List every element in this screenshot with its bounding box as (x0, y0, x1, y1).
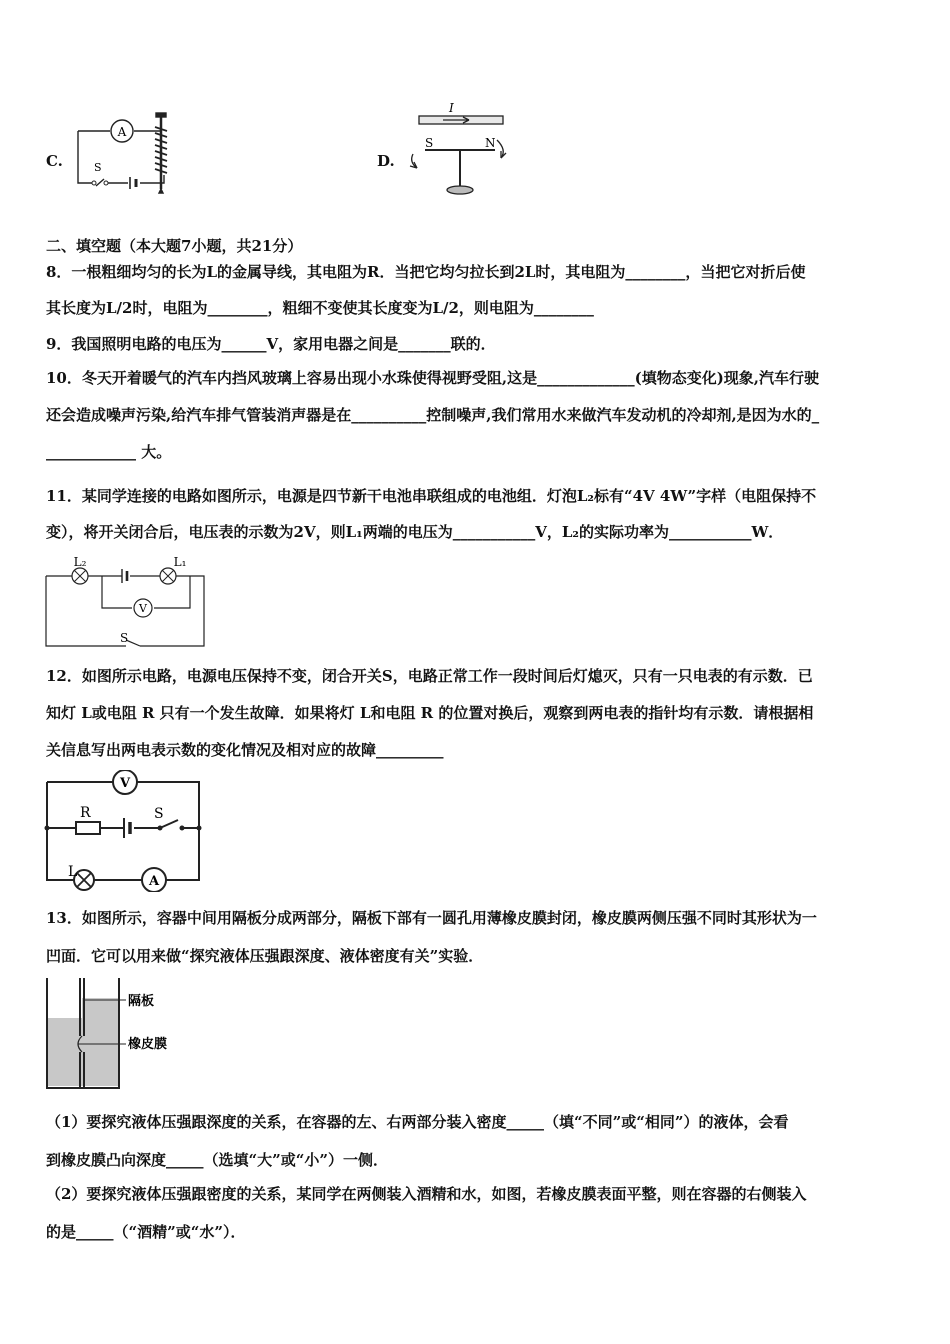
fig11-l2-label: L₂ (73, 556, 87, 569)
fig12-voltmeter-label: V (119, 776, 131, 791)
figure-12-circuit (42, 770, 204, 892)
option-c-label: C. (46, 152, 63, 170)
fig12-ammeter-label: A (148, 874, 160, 889)
fig13-partition-label: 隔板 (128, 994, 155, 1009)
q13-sub2-line1: （2）要探究液体压强跟密度的关系，某同学在两侧装入酒精和水，如图，若橡皮膜表面平整，则在容器的右侧装入 (46, 1185, 807, 1203)
q13-sub1-line2: 到橡皮膜凸向深度_____（选填“大”或“小”）一侧． (46, 1151, 389, 1169)
fig11-l1-label: L₁ (173, 556, 187, 569)
fig-c-ammeter-label: A (117, 125, 127, 139)
fig12-switch-label: S (154, 806, 164, 822)
fig-d-north-label: N (485, 136, 496, 150)
fig-d-current-label: I (449, 101, 454, 115)
q13-line2: 凹面．它可以用来做“探究液体压强跟深度、液体密度有关”实验． (46, 947, 484, 965)
figure-c-electromagnet (70, 105, 182, 197)
q13-sub1-line1: （1）要探究液体压强跟深度的关系，在容器的左、右两部分装入密度_____（填“不同”或“相同”）的液体，会看 (46, 1113, 789, 1131)
q12-line2: 知灯 L或电阻 R 只有一个发生故障．如果将灯 L和电阻 R 的位置对换后，观察到两电表的指针均有示数．请根据相 (46, 704, 814, 722)
section-2-heading: 二、填空题（本大题7小题，共21分） (46, 237, 303, 255)
fig13-membrane-label: 橡皮膜 (128, 1037, 168, 1052)
q11-line2: 变），将开关闭合后，电压表的示数为2V，则L₁两端的电压为___________V，L₂的实际功率为___________W． (46, 523, 784, 541)
q11-line1: 11．某同学连接的电路如图所示，电源是四节新干电池串联组成的电池组．灯泡L₂标有“4V 4W”字样（电阻保持不 (46, 487, 817, 505)
figure-11-circuit (40, 556, 212, 652)
q10-line3: ____________ 大。 (46, 443, 172, 461)
q9-line1: 9．我国照明电路的电压为______V，家用电器之间是_______联的． (46, 335, 496, 353)
figure-d-oersted (405, 100, 513, 204)
q10-line1: 10．冬天开着暖气的汽车内挡风玻璃上容易出现小水珠使得视野受阻,这是_____________(填物态变化)现象,汽车行驶 (46, 369, 820, 387)
fig-c-switch-label: S (94, 161, 102, 174)
fig11-switch-label: S (120, 631, 129, 645)
q8-line2: 其长度为L/2时，电阻为________，粗细不变使其长度变为L/2，则电阻为________ (46, 299, 594, 317)
q10-line2: 还会造成噪声污染,给汽车排气管装消声器是在__________控制噪声,我们常用水来做汽车发动机的冷却剂,是因为水的_ (46, 406, 820, 424)
q12-line3: 关信息写出两电表示数的变化情况及相对应的故障_________ (46, 741, 444, 759)
fig12-lamp-label: L (68, 864, 78, 880)
q8-line1: 8．一根粗细均匀的长为L的金属导线，其电阻为R．当把它均匀拉长到2L时，其电阻为________，当把它对折后使 (46, 263, 806, 281)
fig12-resistor-label: R (80, 805, 91, 821)
q13-sub2-line2: 的是_____（“酒精”或“水”）． (46, 1223, 246, 1241)
q12-line1: 12．如图所示电路，电源电压保持不变，闭合开关S，电路正常工作一段时间后灯熄灭，只有一只电表的有示数．已 (46, 667, 813, 685)
q13-line1: 13．如图所示，容器中间用隔板分成两部分，隔板下部有一圆孔用薄橡皮膜封闭，橡皮膜两侧压强不同时其形状为一 (46, 909, 817, 927)
figure-13-container (44, 976, 184, 1092)
resistor-icon (76, 822, 100, 834)
fig11-voltmeter-label: V (139, 602, 147, 615)
fig-d-south-label: S (425, 136, 434, 150)
option-d-label: D. (377, 152, 395, 170)
